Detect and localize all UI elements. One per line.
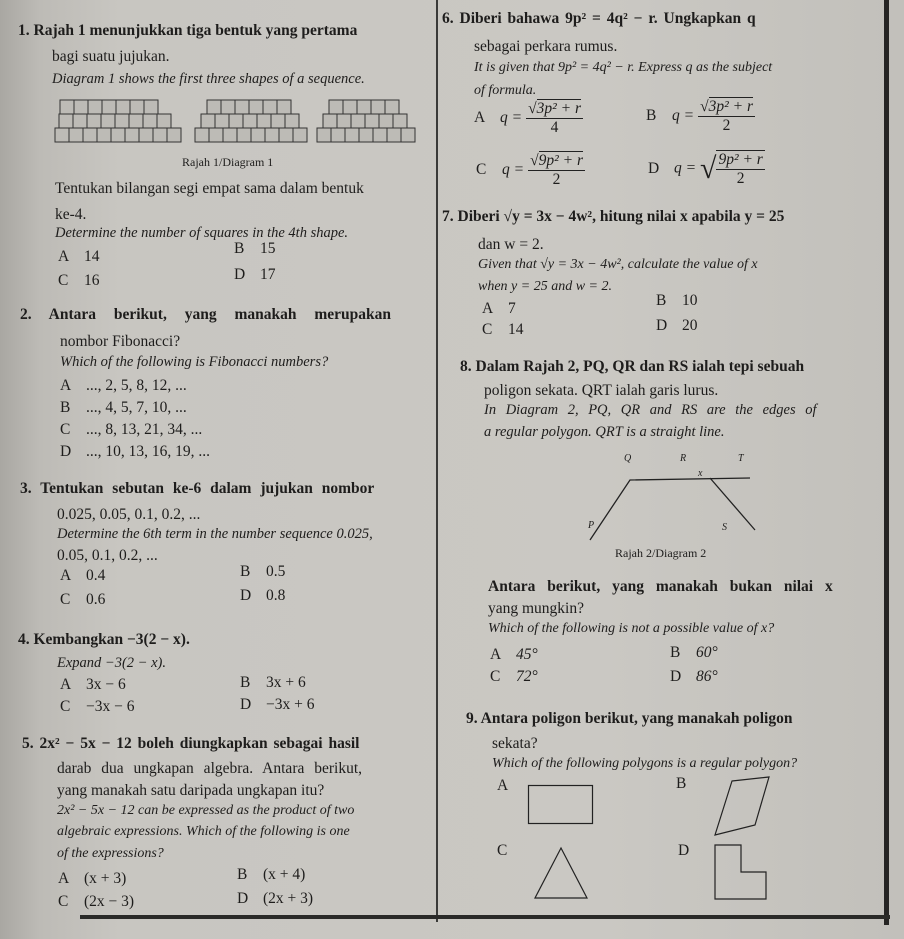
square-shape2 xyxy=(207,100,221,114)
option-value: ..., 2, 5, 8, 12, ... xyxy=(86,377,187,394)
square-shape3 xyxy=(385,100,399,114)
option-letter: C xyxy=(482,321,493,338)
rectangle-shape xyxy=(528,785,598,825)
option-letter: C xyxy=(60,591,71,608)
formula-fraction xyxy=(716,150,764,188)
square-shape3 xyxy=(343,100,357,114)
denominator: 4 xyxy=(550,119,559,136)
denominator: 2 xyxy=(552,171,561,188)
square-shape1 xyxy=(87,114,101,128)
formula-fraction: $\frac{\text{√3p² + r}}{4}$ xyxy=(528,100,581,136)
question-text: sekata? xyxy=(492,735,538,752)
option-d[interactable] xyxy=(234,266,276,284)
option-c[interactable] xyxy=(482,321,524,339)
option-d[interactable] xyxy=(240,587,285,605)
square-shape1 xyxy=(143,114,157,128)
option-a[interactable] xyxy=(497,777,523,795)
option-a[interactable] xyxy=(60,377,187,395)
square-shape1 xyxy=(83,128,97,142)
square-shape2 xyxy=(235,100,249,114)
square-shape2 xyxy=(209,128,223,142)
option-letter: A xyxy=(60,567,72,584)
option-value: 16 xyxy=(84,272,100,289)
label-x-angle: x xyxy=(698,468,703,479)
question-text-english: of formula. xyxy=(474,83,537,98)
option-value: −3x + 6 xyxy=(266,696,315,713)
formula-fraction: $\frac{\text{√9p² + r}}{2}$ xyxy=(530,152,583,188)
square-shape1 xyxy=(69,128,83,142)
square-shape3 xyxy=(317,128,331,142)
square-shape3 xyxy=(365,114,379,128)
option-letter: C xyxy=(60,698,71,715)
question-text: yang mungkin? xyxy=(488,600,584,617)
option-b[interactable] xyxy=(237,866,305,884)
question-text-english: algebraic expressions. Which of the following is one xyxy=(57,824,350,839)
question-text: darab dua ungkapan algebra. Antara berikut, xyxy=(57,760,363,777)
question-text-english: of the expressions? xyxy=(57,846,164,861)
option-value: 20 xyxy=(682,317,698,334)
option-value: 45° xyxy=(516,646,538,663)
option-letter: B xyxy=(237,866,248,883)
square-shape3 xyxy=(393,114,407,128)
option-letter: D xyxy=(648,159,660,177)
option-value: (x + 4) xyxy=(263,866,306,883)
question-text-english: Given that √y = 3x − 4w², calculate the value of x xyxy=(478,257,758,272)
square-shape1 xyxy=(167,128,181,142)
question-text-english: Determine the 6th term in the number sequence 0.025, xyxy=(57,526,373,542)
question-text: bagi suatu jujukan. xyxy=(52,48,170,65)
option-d[interactable] xyxy=(60,443,210,461)
question-text: yang manakah satu daripada ungkapan itu? xyxy=(57,782,325,799)
option-a[interactable] xyxy=(474,100,583,137)
option-letter: C xyxy=(497,842,508,859)
option-d[interactable] xyxy=(237,890,313,908)
option-letter: A xyxy=(60,377,72,394)
square-shape1 xyxy=(130,100,144,114)
option-value: 15 xyxy=(260,240,276,257)
diagram-caption: Rajah 1/Diagram 1 xyxy=(182,155,274,169)
option-letter: B xyxy=(646,107,657,125)
question-text: 0.05, 0.1, 0.2, ... xyxy=(57,547,158,564)
question-text-english: when y = 25 and w = 2. xyxy=(478,279,612,294)
square-shape1 xyxy=(111,128,125,142)
option-value: 17 xyxy=(260,266,276,283)
option-value: 10 xyxy=(682,292,698,309)
option-letter: B xyxy=(676,775,687,792)
option-c[interactable] xyxy=(497,842,523,860)
option-value: 7 xyxy=(508,300,516,317)
option-value: 0.4 xyxy=(86,567,106,584)
question-text: 0.025, 0.05, 0.1, 0.2, ... xyxy=(57,506,201,523)
square-shape2 xyxy=(215,114,229,128)
option-d[interactable] xyxy=(670,668,718,686)
square-shape1 xyxy=(139,128,153,142)
option-letter: B xyxy=(240,563,251,580)
option-value: (x + 3) xyxy=(84,870,127,887)
option-letter: B xyxy=(670,644,681,661)
question-text: 3. Tentukan sebutan ke-6 dalam jujukan nombor xyxy=(20,480,375,497)
option-a[interactable] xyxy=(490,646,538,664)
question-text-english: In Diagram 2, PQ, QR and RS are the edges of xyxy=(484,402,817,418)
square-shape2 xyxy=(279,128,293,142)
question-text-english: Diagram 1 shows the first three shapes of a sequence. xyxy=(52,71,365,87)
square-shape3 xyxy=(373,128,387,142)
square-shape1 xyxy=(157,114,171,128)
question-text: 9. Antara poligon berikut, yang manakah poligon xyxy=(466,710,793,727)
question-text-english: 2x² − 5x − 12 can be expressed as the product of two xyxy=(57,803,355,818)
square-shape3 xyxy=(401,128,415,142)
option-letter: C xyxy=(58,272,69,289)
square-shape2 xyxy=(271,114,285,128)
option-b[interactable] xyxy=(656,292,698,310)
square-shape1 xyxy=(102,100,116,114)
question-text-english: Which of the following is not a possible value of x? xyxy=(488,621,775,636)
square-shape1 xyxy=(60,100,74,114)
option-value: 14 xyxy=(508,321,524,338)
option-b[interactable] xyxy=(234,240,276,258)
option-value: ..., 8, 13, 21, 34, ... xyxy=(86,421,203,438)
question-text: 5. 2x² − 5x − 12 boleh diungkapkan sebagai hasil xyxy=(22,735,360,752)
option-value: 72° xyxy=(516,668,538,685)
option-value: 86° xyxy=(696,668,718,685)
square-shape2 xyxy=(293,128,307,142)
numerator: 9p² + r xyxy=(718,151,763,168)
question-text: 8. Dalam Rajah 2, PQ, QR dan RS ialah tepi sebuah xyxy=(460,358,805,375)
option-letter: A xyxy=(490,646,502,663)
formula-lhs: q = xyxy=(500,109,523,127)
page-border xyxy=(884,0,889,925)
option-value: 0.6 xyxy=(86,591,106,608)
question-text: nombor Fibonacci? xyxy=(60,333,181,350)
option-letter: D xyxy=(240,696,252,713)
square-shape3 xyxy=(371,100,385,114)
option-value: (2x − 3) xyxy=(84,893,135,910)
denominator: 2 xyxy=(722,117,731,134)
option-value: −3x − 6 xyxy=(86,698,135,715)
square-shape1 xyxy=(74,100,88,114)
square-shape3 xyxy=(329,100,343,114)
option-d[interactable] xyxy=(240,696,314,714)
option-c[interactable] xyxy=(60,591,105,609)
option-value: 60° xyxy=(696,644,718,661)
option-letter: C xyxy=(58,893,69,910)
square-shape3 xyxy=(357,100,371,114)
square-shape1 xyxy=(97,128,111,142)
square-shape3 xyxy=(351,114,365,128)
square-shape3 xyxy=(337,114,351,128)
question-text: 1. Rajah 1 menunjukkan tiga bentuk yang pertama xyxy=(18,22,358,39)
option-letter: A xyxy=(497,777,509,794)
square-shape2 xyxy=(237,128,251,142)
option-c[interactable] xyxy=(476,152,585,189)
diagram-caption: Rajah 2/Diagram 2 xyxy=(615,546,707,560)
rhombus-shape xyxy=(712,775,772,830)
square-shape1 xyxy=(144,100,158,114)
option-letter: B xyxy=(240,674,251,691)
option-value: ..., 4, 5, 7, 10, ... xyxy=(86,399,187,416)
option-value: ..., 10, 13, 16, 19, ... xyxy=(86,443,210,460)
square-shape2 xyxy=(243,114,257,128)
square-shape2 xyxy=(223,128,237,142)
label-q: Q xyxy=(624,453,632,464)
square-shape2 xyxy=(257,114,271,128)
question-text: 4. Kembangkan −3(2 − x). xyxy=(18,631,190,648)
square-shape2 xyxy=(263,100,277,114)
option-c[interactable] xyxy=(58,272,100,290)
option-c[interactable] xyxy=(60,421,202,439)
square-shape1 xyxy=(73,114,87,128)
option-b[interactable] xyxy=(676,775,702,793)
option-a[interactable] xyxy=(60,676,126,694)
square-shape3 xyxy=(379,114,393,128)
option-value: 0.8 xyxy=(266,587,286,604)
question-text-english: a regular polygon. QRT is a straight line. xyxy=(484,424,725,440)
option-a[interactable] xyxy=(60,567,105,585)
square-shape3 xyxy=(345,128,359,142)
option-letter: D xyxy=(656,317,668,334)
option-b[interactable] xyxy=(240,563,285,581)
option-b[interactable] xyxy=(240,674,306,692)
question-text: dan w = 2. xyxy=(478,236,544,253)
option-letter: A xyxy=(482,300,494,317)
square-shape1 xyxy=(55,128,69,142)
label-t: T xyxy=(738,453,744,464)
square-shape2 xyxy=(221,100,235,114)
option-d[interactable] xyxy=(656,317,698,335)
square-shape2 xyxy=(249,100,263,114)
square-shape1 xyxy=(129,114,143,128)
question-text: Tentukan bilangan segi empat sama dalam bentuk xyxy=(55,180,364,197)
question-text: 7. Diberi √y = 3x − 4w², hitung nilai x apabila y = 25 xyxy=(442,208,785,225)
formula-lhs: q = xyxy=(672,107,695,125)
square-shape1 xyxy=(125,128,139,142)
question-text-english: Determine the number of squares in the 4th shape. xyxy=(55,225,349,241)
question-text: 6. Diberi bahawa 9p² = 4q² − r. Ungkapkan q xyxy=(442,10,756,27)
option-value: (2x + 3) xyxy=(263,890,314,907)
label-r: R xyxy=(680,453,687,464)
option-b[interactable] xyxy=(670,644,718,662)
option-b[interactable] xyxy=(646,98,755,135)
option-b[interactable] xyxy=(60,399,187,417)
column-divider xyxy=(436,0,438,922)
triangle-shape xyxy=(535,848,590,900)
option-a[interactable] xyxy=(58,248,100,266)
option-letter: D xyxy=(234,266,246,283)
option-a[interactable] xyxy=(58,870,126,888)
label-p: P xyxy=(588,520,595,531)
square-shape2 xyxy=(195,128,209,142)
square-shape3 xyxy=(323,114,337,128)
option-letter: A xyxy=(474,109,486,127)
label-s: S xyxy=(722,522,727,533)
l-shape xyxy=(714,844,769,904)
square-shape1 xyxy=(115,114,129,128)
option-letter: A xyxy=(60,676,72,693)
page-bottom-border xyxy=(80,915,890,919)
question-text-english: Which of the following polygons is a regular polygon? xyxy=(492,756,798,771)
option-value: 3x − 6 xyxy=(86,676,126,693)
option-letter: A xyxy=(58,248,70,265)
question-text-english: Which of the following is Fibonacci numbers? xyxy=(60,354,329,370)
square-shape2 xyxy=(265,128,279,142)
square-shape2 xyxy=(277,100,291,114)
question-text: ke-4. xyxy=(55,206,87,223)
square-shape1 xyxy=(101,114,115,128)
option-letter: C xyxy=(60,421,71,438)
option-d[interactable] xyxy=(678,842,704,860)
option-c[interactable] xyxy=(60,698,134,716)
square-shape3 xyxy=(387,128,401,142)
square-shape2 xyxy=(229,114,243,128)
option-d[interactable]: D q = √ $\frac{\text{9p² + r}}{2}$ xyxy=(648,151,763,187)
numerator: 3p² + r xyxy=(536,100,581,117)
question-text-english: Expand −3(2 − x). xyxy=(57,655,166,671)
square-shape1 xyxy=(59,114,73,128)
option-letter: B xyxy=(656,292,667,309)
option-value: 14 xyxy=(84,248,100,265)
numerator: 3p² + r xyxy=(708,98,753,115)
option-letter: B xyxy=(60,399,71,416)
question-text-english: It is given that 9p² = 4q² − r. Express q as the subject xyxy=(474,60,773,75)
numerator: 9p² + r xyxy=(538,152,583,169)
option-letter: D xyxy=(237,890,249,907)
option-letter: B xyxy=(234,240,245,257)
formula-lhs: q = xyxy=(674,159,697,177)
question-text: 2. Antara berikut, yang manakah merupakan xyxy=(20,306,392,323)
square-shape2 xyxy=(251,128,265,142)
option-c[interactable] xyxy=(58,893,134,911)
option-letter: D xyxy=(670,668,682,685)
question-text: sebagai perkara rumus. xyxy=(474,38,618,55)
option-a[interactable] xyxy=(482,300,516,318)
square-shape1 xyxy=(116,100,130,114)
denominator: 2 xyxy=(736,170,745,187)
square-shape1 xyxy=(88,100,102,114)
question-text: poligon sekata. QRT ialah garis lurus. xyxy=(484,382,719,399)
option-c[interactable] xyxy=(490,668,538,686)
square-shape2 xyxy=(285,114,299,128)
option-value: 0.5 xyxy=(266,563,286,580)
square-shape3 xyxy=(331,128,345,142)
option-letter: D xyxy=(240,587,252,604)
option-letter: C xyxy=(490,668,501,685)
formula-fraction: $\frac{\text{√3p² + r}}{2}$ xyxy=(700,98,753,134)
square-shape3 xyxy=(359,128,373,142)
option-letter: D xyxy=(678,842,690,859)
question-text: Antara berikut, yang manakah bukan nilai x xyxy=(488,578,833,595)
option-letter: C xyxy=(476,161,487,179)
formula-lhs: q = xyxy=(502,161,525,179)
option-letter: A xyxy=(58,870,70,887)
square-shape2 xyxy=(201,114,215,128)
option-letter: D xyxy=(60,443,72,460)
diagram-1-shapes xyxy=(55,92,435,152)
square-shape1 xyxy=(153,128,167,142)
option-value: 3x + 6 xyxy=(266,674,306,691)
